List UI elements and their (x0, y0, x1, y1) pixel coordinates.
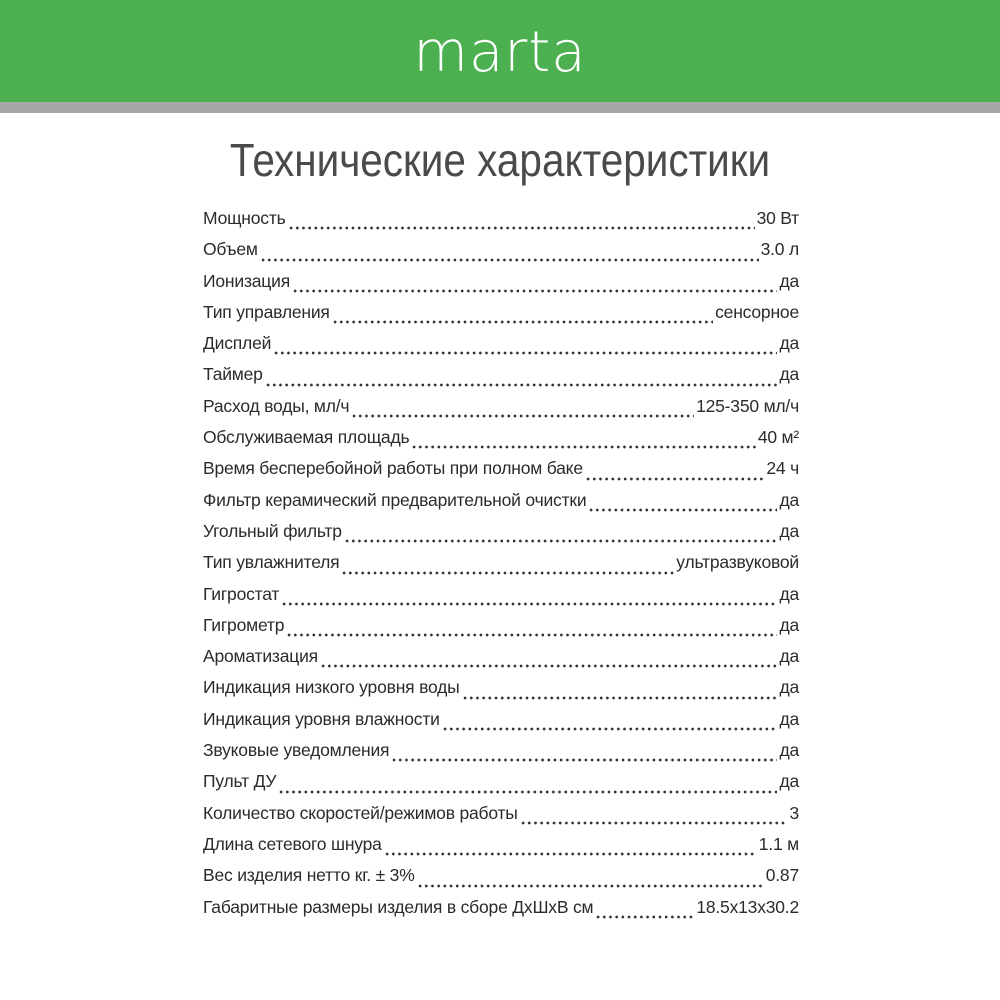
spec-row (203, 490, 799, 521)
spec-row (203, 709, 799, 740)
spec-value: да (779, 489, 799, 510)
dot-leader (585, 477, 764, 481)
spec-value: да (779, 614, 799, 635)
spec-label: Дисплей (203, 333, 272, 354)
spec-label: Индикация уровня влажности (203, 708, 440, 729)
spec-value: 30 Вт (756, 208, 799, 228)
spec-label: Длина сетевого шнура (203, 833, 382, 854)
spec-row (203, 740, 799, 771)
dot-leader (462, 696, 778, 700)
spec-value: 125-350 мл/ч (696, 395, 799, 416)
spec-row (203, 271, 799, 302)
brand-header (0, 0, 1000, 102)
dot-leader (391, 758, 777, 762)
spec-label: Вес изделия нетто кг. ± 3% (203, 865, 415, 886)
spec-label: Таймер (203, 364, 263, 385)
spec-row (203, 584, 799, 615)
dot-leader (265, 383, 778, 387)
spec-label: Тип управления (203, 301, 330, 322)
spec-row (203, 396, 799, 427)
dot-leader (320, 664, 778, 668)
dot-leader (278, 790, 777, 794)
spec-row (203, 552, 799, 583)
spec-value: 24 ч (766, 458, 799, 479)
spec-value: да (779, 583, 799, 604)
spec-value: сенсорное (715, 301, 799, 322)
spec-value: да (779, 270, 799, 291)
spec-row (203, 646, 799, 677)
dot-leader (588, 508, 777, 512)
dot-leader (411, 445, 755, 449)
spec-value: 18.5x13x30.2 (696, 896, 799, 917)
spec-label: Пульт ДУ (203, 771, 277, 792)
page-title: Технические характеристики (229, 134, 771, 186)
brand-logo: marta (413, 20, 587, 85)
spec-label: Индикация низкого уровня воды (203, 677, 460, 698)
dot-leader (351, 414, 694, 418)
spec-row (203, 521, 799, 552)
dot-leader (442, 727, 778, 731)
spec-label: Звуковые уведомления (203, 740, 390, 761)
spec-row (203, 458, 799, 489)
dot-leader (281, 602, 777, 606)
spec-label: Фильтр керамический предварительной очистки (203, 489, 587, 510)
spec-label: Количество скоростей/режимов работы (203, 802, 518, 823)
spec-row (203, 803, 799, 834)
spec-value: ультразвуковой (676, 552, 799, 573)
dot-leader (292, 289, 777, 293)
header-divider (0, 102, 1000, 113)
spec-row (203, 834, 799, 865)
dot-leader (273, 351, 777, 355)
spec-row (203, 615, 799, 646)
spec-value: да (779, 708, 799, 729)
dot-leader (520, 821, 788, 825)
spec-value: 0.87 (765, 865, 799, 886)
dot-leader (417, 884, 764, 888)
spec-row (203, 677, 799, 708)
spec-row (203, 239, 799, 270)
spec-value: 1.1 м (758, 833, 799, 854)
spec-value: да (779, 646, 799, 667)
spec-label: Время бесперебойной работы при полном баке (203, 458, 583, 479)
dot-leader (344, 539, 778, 543)
spec-value: да (779, 520, 799, 541)
spec-row (203, 771, 799, 802)
spec-row (203, 427, 799, 458)
spec-label: Гигростат (203, 583, 280, 604)
spec-row (203, 302, 799, 333)
spec-row (203, 208, 799, 239)
dot-leader (286, 633, 777, 637)
dot-leader (260, 258, 759, 262)
spec-label: Ионизация (203, 270, 290, 291)
dot-leader (288, 226, 755, 230)
spec-label: Угольный фильтр (203, 520, 342, 541)
dot-leader (384, 852, 757, 856)
spec-row (203, 865, 799, 896)
spec-row (203, 333, 799, 364)
spec-value: 3.0 л (760, 239, 799, 260)
spec-value: да (779, 740, 799, 761)
spec-value: 3 (789, 802, 799, 823)
spec-row (203, 364, 799, 395)
spec-label: Гигрометр (203, 614, 285, 635)
spec-label: Объем (203, 239, 258, 260)
spec-label: Габаритные размеры изделия в сборе ДхШхВ см (203, 896, 594, 917)
spec-value: да (779, 364, 799, 385)
spec-label: Обслуживаемая площадь (203, 427, 410, 448)
spec-value: 40 м² (757, 427, 799, 448)
spec-value: да (779, 333, 799, 354)
dot-leader (332, 320, 713, 324)
dot-leader (341, 571, 674, 575)
spec-label: Расход воды, мл/ч (203, 395, 350, 416)
spec-value: да (779, 771, 799, 792)
dot-leader (595, 915, 694, 919)
spec-label: Тип увлажнителя (203, 552, 340, 573)
spec-row (203, 897, 799, 928)
spec-label: Ароматизация (203, 646, 318, 667)
spec-value: да (779, 677, 799, 698)
spec-label: Мощность (203, 208, 286, 228)
spec-list (203, 208, 799, 928)
